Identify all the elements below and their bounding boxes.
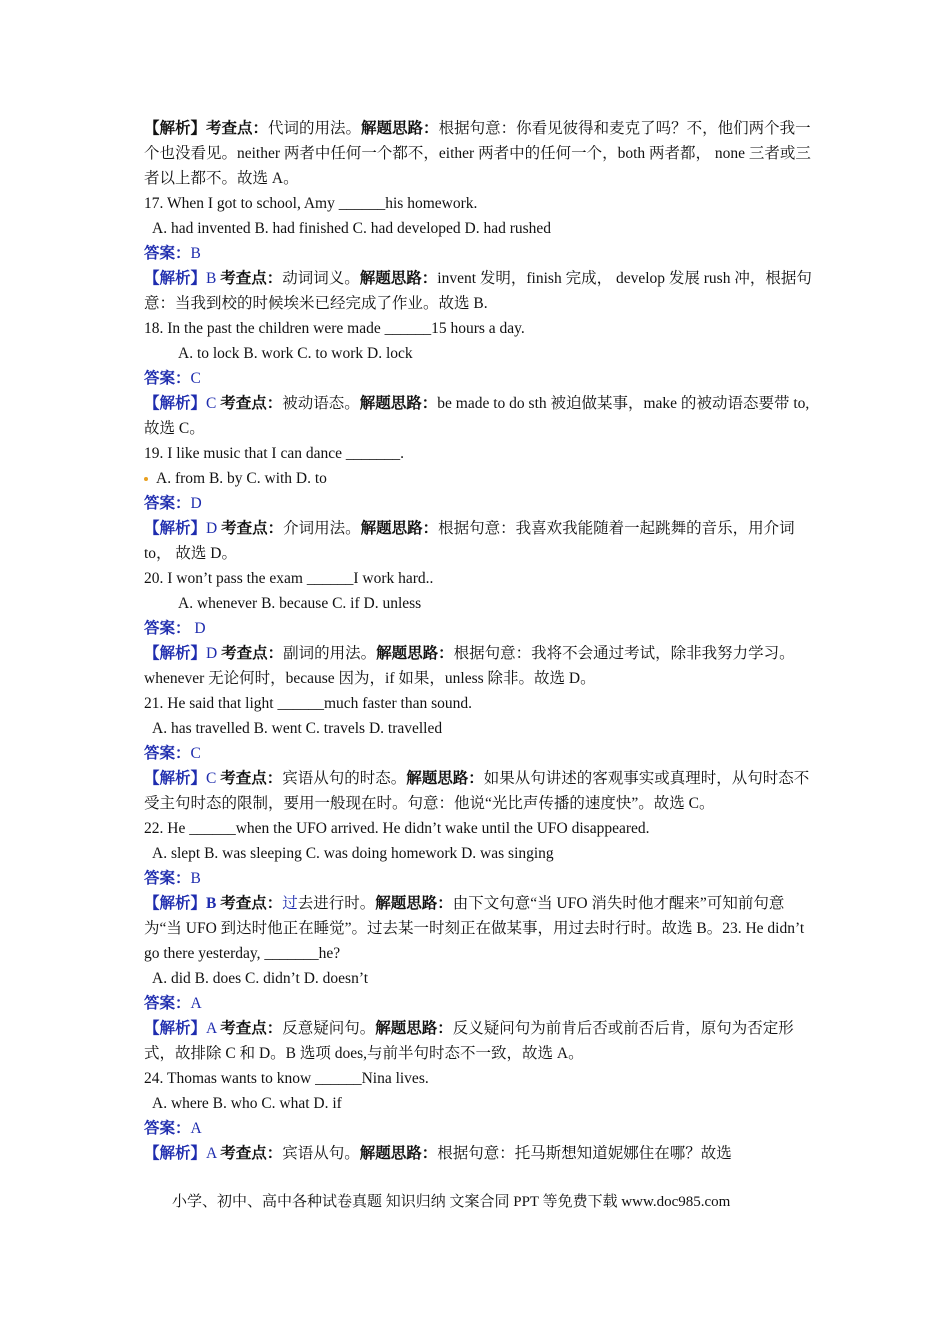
question-17-options: A. had invented B. had finished C. had developed D. had rushed bbox=[152, 220, 552, 237]
question-20-stem: 20. I won’t pass the exam ______I work hard.. bbox=[144, 570, 434, 587]
answer-label: 答案： bbox=[144, 995, 191, 1012]
analysis-key-point-label: 考查点： bbox=[220, 770, 283, 787]
analysis-key-point: 宾语从句的时态。 bbox=[282, 770, 407, 787]
question-20-answer bbox=[144, 616, 816, 641]
question-18-analysis bbox=[144, 391, 816, 441]
question-17-analysis bbox=[144, 266, 816, 316]
analysis-approach-label: 解题思路： bbox=[376, 645, 454, 662]
analysis-key-point-label: 考查点： bbox=[206, 120, 269, 137]
answer-label: 答案： bbox=[144, 495, 191, 512]
question-22-stem: 22. He ______when the UFO arrived. He didn’t wake until the UFO disappeared. bbox=[144, 820, 650, 837]
question-23-options: A. did B. does C. didn’t D. doesn’t bbox=[152, 970, 369, 987]
question-19-analysis bbox=[144, 516, 816, 566]
answer-label: 答案： bbox=[144, 620, 191, 637]
answer-label: 答案： bbox=[144, 870, 191, 887]
question-24-analysis bbox=[144, 1141, 816, 1166]
analysis-answer-letter: B bbox=[206, 895, 221, 912]
question-22-options: A. slept B. was sleeping C. was doing homework D. was singing bbox=[152, 845, 554, 862]
analysis-key-point: 宾语从句。 bbox=[282, 1145, 360, 1162]
analysis-key-point-label: 考查点： bbox=[221, 645, 284, 662]
analysis-key-point-label: 考查点： bbox=[221, 520, 284, 537]
analysis-approach: 根据句意：我将不会通过考试，除非我努力学习。whenever 无论何时，because 因为，if 如果，unless 除非。故选 D。 bbox=[144, 645, 795, 687]
question-17-stem: 17. When I got to school, Amy ______his homework. bbox=[144, 195, 478, 212]
question-21-options: A. has travelled B. went C. travels D. travelled bbox=[152, 720, 443, 737]
answer-value: A bbox=[190, 1120, 202, 1137]
answer-label: 答案： bbox=[144, 245, 191, 262]
question-23-answer bbox=[144, 991, 816, 1016]
options-text: A. from B. by C. with D. to bbox=[156, 470, 327, 487]
analysis-key-point-label: 考查点： bbox=[220, 270, 283, 287]
analysis-approach: invent 发明，finish 完成， develop 发展 rush 冲，根据句意：当我到校的时候埃米已经完成了作业。故选 B. bbox=[144, 270, 812, 312]
analysis-tag: 【解析】 bbox=[144, 645, 207, 662]
analysis-approach: 如果从句讲述的客观事实或真理时，从句时态不受主句时态的限制，要用一般现在时。句意：他说“光比声传播的速度快”。故选 C。 bbox=[144, 770, 810, 812]
document-body bbox=[144, 116, 816, 1166]
answer-value: B bbox=[190, 870, 201, 887]
analysis-key-point-label: 考查点： bbox=[220, 895, 283, 912]
analysis-key-point-label: 考查点： bbox=[220, 395, 283, 412]
question-21-stem: 21. He said that light ______much faster than sound. bbox=[144, 695, 473, 712]
analysis-answer-letter: C bbox=[206, 395, 221, 412]
analysis-answer-letter: D bbox=[206, 520, 222, 537]
analysis-key-point: 被动语态。 bbox=[282, 395, 360, 412]
question-23-analysis bbox=[144, 1016, 816, 1066]
page-footer: 小学、初中、高中各种试卷真题 知识归纳 文案合同 PPT 等免费下载 www.doc985.com bbox=[172, 1194, 731, 1210]
question-19-answer bbox=[144, 491, 816, 516]
analysis-approach: 由下文句意“当 UFO 消失时他才醒来”可知前句意为“当 UFO 到达时他正在睡觉”。过去某一时刻正在做某事，用过去时行时。故选 B。 bbox=[144, 895, 785, 937]
question-21-answer bbox=[144, 741, 816, 766]
analysis-approach: 根据句意：托马斯想知道妮娜住在哪？故选 bbox=[437, 1145, 732, 1162]
analysis-tag: 【解析】 bbox=[144, 520, 207, 537]
analysis-tag: 【解析】 bbox=[144, 270, 207, 287]
analysis-answer-letter: B bbox=[206, 270, 221, 287]
question-18-answer bbox=[144, 366, 816, 391]
answer-value: D bbox=[190, 495, 202, 512]
question-24-answer bbox=[144, 1116, 816, 1141]
answer-value: D bbox=[190, 620, 206, 637]
answer-value: C bbox=[190, 370, 201, 387]
analysis-approach-label: 解题思路： bbox=[375, 895, 453, 912]
analysis-answer-letter: A bbox=[206, 1145, 221, 1162]
analysis-approach-label: 解题思路： bbox=[359, 270, 438, 287]
analysis-approach-label: 解题思路： bbox=[359, 1145, 438, 1162]
answer-value: A bbox=[190, 995, 202, 1012]
question-22-answer bbox=[144, 866, 816, 891]
analysis-answer-letter: A bbox=[206, 1020, 221, 1037]
answer-label: 答案： bbox=[144, 370, 191, 387]
analysis-answer-letter: C bbox=[206, 770, 221, 787]
answer-value: C bbox=[190, 745, 201, 762]
analysis-tag: 【解析】 bbox=[144, 1145, 207, 1162]
question-17-answer bbox=[144, 241, 816, 266]
answer-value: B bbox=[190, 245, 201, 262]
analysis-approach-label: 解题思路： bbox=[361, 120, 439, 137]
bullet-dot-icon bbox=[144, 477, 148, 481]
analysis-tag: 【解析】 bbox=[144, 770, 207, 787]
answer-label: 答案： bbox=[144, 1120, 191, 1137]
analysis-approach-label: 解题思路： bbox=[375, 1020, 453, 1037]
analysis-approach: 根据句意：我喜欢我能随着一起跳舞的音乐，用介词 to， 故选 D。 bbox=[144, 520, 795, 562]
analysis-key-point: 去进行时。 bbox=[297, 895, 376, 912]
analysis-key-point: 动词词义。 bbox=[282, 270, 360, 287]
question-24-options: A. where B. who C. what D. if bbox=[152, 1095, 342, 1112]
analysis-tag: 【解析】 bbox=[144, 120, 207, 137]
analysis-key-point: 反意疑问句。 bbox=[282, 1020, 376, 1037]
analysis-approach: be made to do sth 被迫做某事，make 的被动语态要带 to, 故选 C。 bbox=[144, 395, 810, 437]
analysis-key-point: 代词的用法。 bbox=[268, 120, 362, 137]
analysis-answer-letter: D bbox=[206, 645, 222, 662]
question-22-analysis bbox=[144, 891, 816, 966]
analysis-tag: 【解析】 bbox=[144, 395, 207, 412]
question-24-stem: 24. Thomas wants to know ______Nina lives. bbox=[144, 1070, 429, 1087]
analysis-approach: 根据句意：你看见彼得和麦克了吗？不，他们两个我一个也没看见。neither 两者中任何一个都不，either 两者中的任何一个，both 两者都， none 三者或三者以上都不。故选 A。 bbox=[144, 120, 811, 187]
q16-analysis bbox=[144, 116, 816, 191]
question-18-options: A. to lock B. work C. to work D. lock bbox=[178, 345, 413, 362]
question-18-stem: 18. In the past the children were made ______15 hours a day. bbox=[144, 320, 525, 337]
analysis-approach-label: 解题思路： bbox=[406, 770, 484, 787]
analysis-key-point-label: 考查点： bbox=[220, 1020, 283, 1037]
analysis-key-point-label: 考查点： bbox=[220, 1145, 283, 1162]
question-21-analysis bbox=[144, 766, 816, 816]
analysis-tag: 【解析】 bbox=[144, 1020, 207, 1037]
analysis-key-point: 副词的用法。 bbox=[283, 645, 377, 662]
analysis-tag: 【解析】 bbox=[144, 895, 207, 912]
question-20-options: A. whenever B. because C. if D. unless bbox=[178, 595, 422, 612]
question-19-stem: 19. I like music that I can dance _______. bbox=[144, 445, 404, 462]
analysis-key-point-first-char: 过 bbox=[282, 895, 298, 912]
question-23-stem: 23. He didn’t go there yesterday, _______he? bbox=[144, 920, 805, 962]
question-20-analysis bbox=[144, 641, 816, 691]
analysis-approach-label: 解题思路： bbox=[360, 520, 439, 537]
analysis-key-point: 介词用法。 bbox=[283, 520, 361, 537]
analysis-approach: 反义疑问句为前肯后否或前否后肯，原句为否定形式，故排除 C 和 D。B 选项 does,与前半句时态不一致，故选 A。 bbox=[144, 1020, 794, 1062]
answer-label: 答案： bbox=[144, 745, 191, 762]
analysis-approach-label: 解题思路： bbox=[359, 395, 438, 412]
question-19-options bbox=[144, 466, 816, 491]
